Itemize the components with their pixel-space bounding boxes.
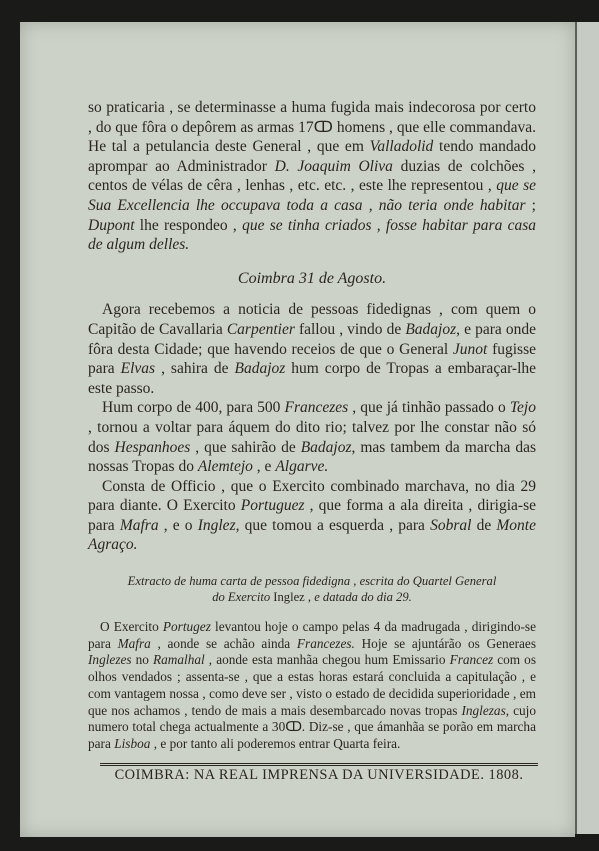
paragraph-3: Hum corpo de 400, para 500 Francezes , que já tinhão passado o Tejo , tornou a voltar para áquem do dito rio; talvez por lhe constar não só dos Hespanhoes , que sahirão de Badajoz, mas tambem da marcha das nossas Tropas do Alemtejo , e Algarve. (88, 399, 536, 476)
imprint-line: COIMBRA: NA REAL IMPRENSA DA UNIVERSIDADE. 1808. (114, 767, 524, 783)
letter-extract-text (88, 619, 536, 753)
footer-rule (100, 765, 538, 766)
body-text (88, 98, 536, 753)
paragraph-4: Consta de Officio , que o Exercito combinado marchava, no dia 29 para diante. O Exercito Portuguez , que forma a ala direita , dirigia-se para Mafra , e o Inglez, que tomou a esquerda , para Sobral de Monte Agraço. (88, 477, 536, 554)
thousand-sign: ↀ (313, 118, 333, 136)
paragraph-1: so praticaria , se determinasse a huma fugida mais indecorosa por certo , do que fôra o depôrem as armas 17ↀ homens , que elle commandava. He tal a petulancia deste General , que em Valladolid tendo mandado aprompar ao Administrador D. Joaquim Oliva duzias de colchões , centos de vélas de cêra , lenhas , etc. etc. , este lhe representou , que se Sua Excellencia lhe occupava toda a casa , não teria onde habitar ; Dupont lhe respondeo , que se tinha criados , fosse habitar para casa de algum delles. (88, 99, 537, 254)
paragraph-2: Agora recebemos a noticia de pessoas fidedignas , com quem o Capitão de Cavallaria Carpentier fallou , vindo de Badajoz, e para onde fôra desta Cidade; que havendo receios de que o General Junot fugisse para Elvas , sahira de Badajoz hum corpo de Tropas a embaraçar-lhe este passo. (88, 301, 537, 397)
footer-rule (100, 763, 538, 764)
paragraph-5: O Exercito Portugez levantou hoje o campo pelas 4 da madrugada , dirigindo-se para Mafra , aonde se achão ainda Francezes. Hoje se ajuntárão os Generaes Inglezes no Ramalhal , aonde esta manhãa chegou hum Emissario Francez com os olhos vendados ; assenta-se , que a estas horas estará concluida a capitulação , e com vantagem nossa , como deve ser , visto o estado de decidida superioridade , em que nos achamos , tendo de mais a mais desembarcado novas tropas Inglezas, cujo numero total chega actualmente a 30ↀ. Diz-se , que ámanhãa se porão em marcha para Lisboa , e por tanto ali poderemos entrar Quarta feira. (88, 619, 537, 751)
thousand-sign: ↀ (285, 719, 302, 735)
section-title: Coimbra 31 de Agosto. (237, 269, 387, 287)
next-page-edge (575, 22, 599, 834)
extract-heading: Extracto de huma carta de pessoa fidedigna , escrita do Quartel General do Exercito Inglez , e datada do dia 29. (127, 574, 497, 605)
